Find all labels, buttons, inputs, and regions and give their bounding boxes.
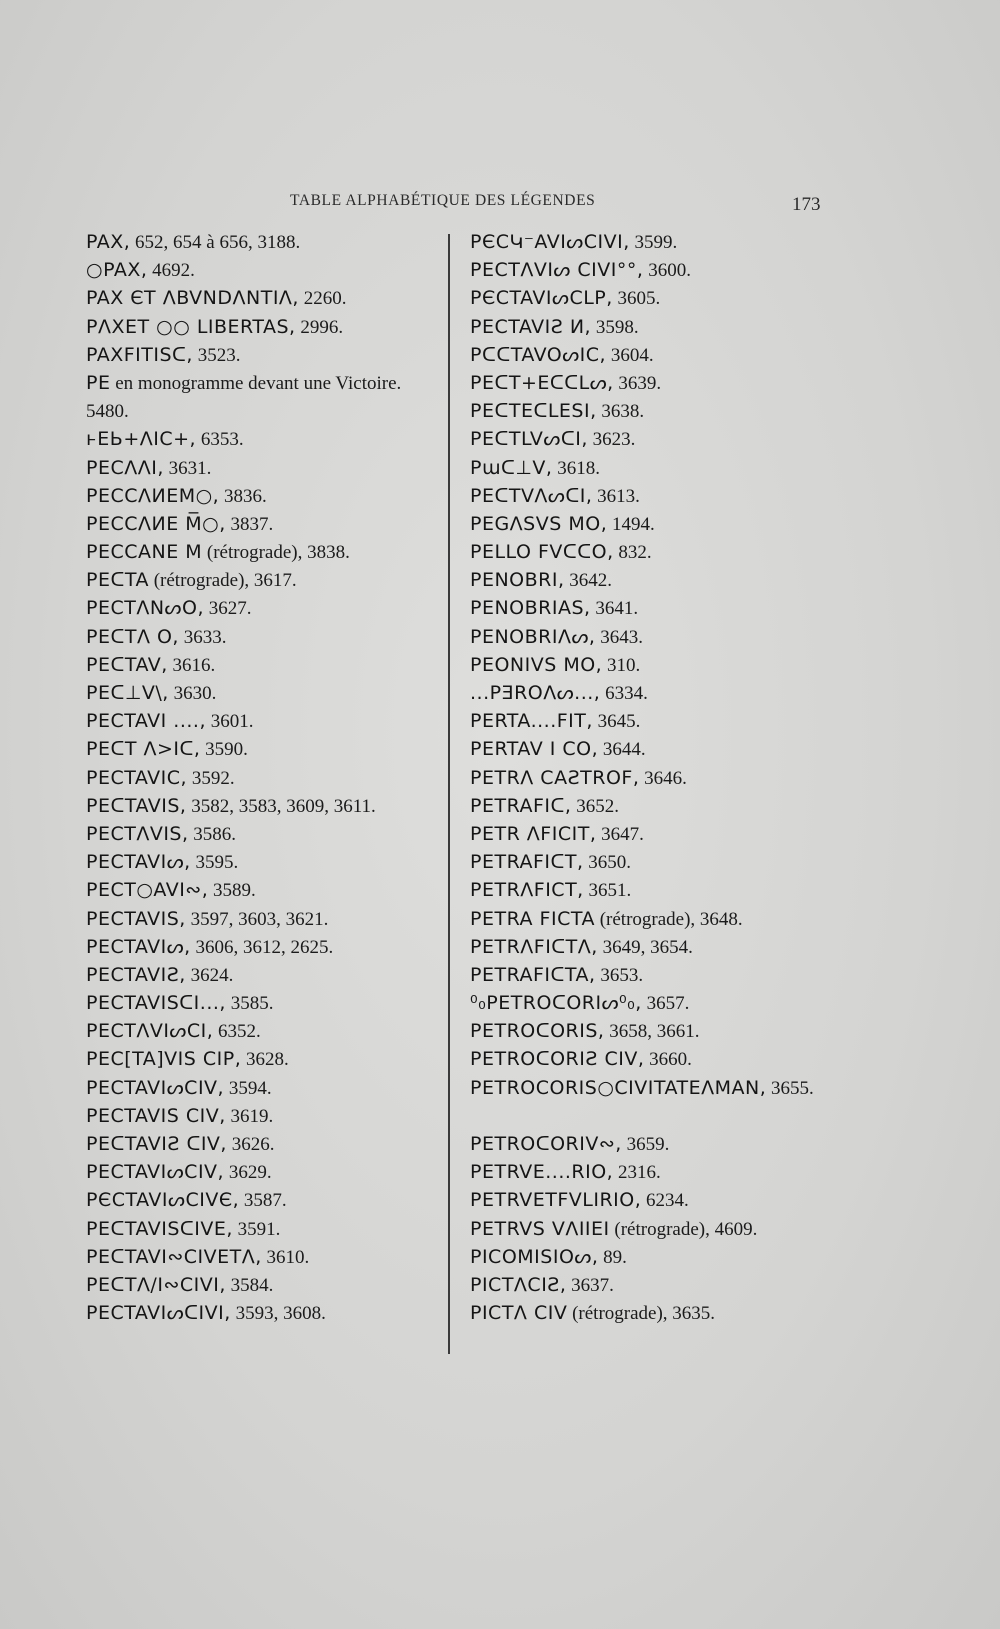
entry-legend: PETRΛFIᑕTΛ, [470, 935, 598, 958]
index-entry [86, 876, 446, 904]
index-entry [86, 594, 446, 622]
entry-legend: PECTAVIS, [86, 907, 186, 930]
index-entry [470, 651, 870, 679]
entry-legend: PEᑕTAVISᑕIVE, [86, 1217, 233, 1240]
index-entry [470, 397, 870, 425]
entry-legend: PELLO FVᑕᑕO, [470, 541, 614, 564]
index-entry [86, 848, 446, 876]
index-entry [86, 454, 446, 482]
entry-references: 6352. [213, 1021, 261, 1043]
index-entry [470, 764, 870, 792]
index-entry [470, 961, 870, 989]
index-entry [470, 1186, 870, 1214]
index-entry [86, 256, 446, 284]
entry-references: 3605. [612, 288, 661, 310]
entry-legend: PEONIVS MO, [470, 653, 603, 676]
index-entry [86, 707, 446, 735]
entry-references: 3586. [188, 823, 237, 845]
entry-legend: PEᑕT Λ>Iᑕ, [86, 738, 201, 761]
entry-legend: Pɯᑕ⊥V, [470, 456, 553, 479]
entry-references: 3837. [225, 513, 274, 535]
entry-legend: PEᑕTVΛᔕᑕI, [470, 484, 593, 507]
index-entry [86, 1299, 446, 1327]
entry-legend: PETRAFIᑕT, [470, 851, 584, 874]
index-entry [470, 707, 870, 735]
index-entry [470, 566, 870, 594]
index-entry [86, 1271, 446, 1299]
index-entry [470, 1243, 870, 1271]
index-entry [86, 1074, 446, 1102]
entry-legend: PETROᑕORIV∾, [470, 1133, 622, 1156]
index-entry [86, 961, 446, 989]
entry-legend: PECTAVIᔕ, [86, 935, 191, 958]
entry-references: 3594. [224, 1077, 272, 1099]
entry-legend: PEᑕT+EᑕᑕLᔕ, [470, 371, 614, 394]
index-entry [470, 679, 870, 707]
entry-references: 3606, 3612, 2625. [190, 936, 334, 958]
entry-references: 3643. [595, 626, 643, 648]
index-entry [470, 369, 870, 397]
entry-legend: ⱶEЬ+ΛIC+, [86, 428, 197, 451]
entry-references: 3618. [552, 457, 600, 479]
left-column [86, 228, 446, 1327]
entry-legend: PAXFITISᑕ, [86, 343, 193, 366]
index-entry [86, 989, 446, 1017]
entry-legend: PETRΛFICT, [470, 879, 584, 902]
entry-references: 6334. [600, 683, 648, 704]
entry-references: 3645. [592, 711, 641, 733]
index-entry [86, 735, 446, 763]
entry-references: 3659. [621, 1134, 670, 1156]
entry-legend: PECTΛVIS, [86, 822, 189, 845]
index-entry [86, 482, 446, 510]
entry-legend: PΛXET ○○ LIBERTAS, [86, 315, 296, 338]
index-entry [86, 1186, 446, 1214]
entry-legend: PAX ЄT ΛBVNDΛNTIΛ, [86, 287, 299, 310]
entry-legend: PECT○AVI∾, [86, 879, 209, 902]
entry-references: 3619. [225, 1105, 274, 1127]
entry-references: 3592. [187, 767, 235, 789]
index-entry [470, 594, 870, 622]
entry-references: 3644. [598, 739, 646, 761]
entry-legend: PЄCTAVIᔕCIVЄ, [86, 1189, 240, 1212]
entry-legend: ⁰₀PETROᑕORIᔕ⁰₀, [470, 992, 642, 1015]
index-entry [470, 792, 870, 820]
entry-references: 3613. [592, 485, 640, 507]
index-entry [86, 538, 446, 566]
entry-legend: PEᑕTLVᔕᑕI, [470, 428, 588, 451]
entry-legend: PERTA....FIT, [470, 710, 593, 733]
entry-references: 3587. [239, 1190, 287, 1212]
entry-references: 3591. [232, 1218, 281, 1240]
index-entry [470, 1215, 870, 1243]
index-entry [86, 679, 446, 707]
entry-references: 3593, 3608. [230, 1303, 326, 1325]
entry-legend: ...PƎROΛᔕ..., [470, 682, 601, 704]
index-entry [470, 1130, 870, 1158]
index-entry [470, 425, 870, 453]
index-entry [470, 256, 870, 284]
entry-legend: PETROᑕORIS, [470, 1020, 605, 1043]
index-entry [470, 228, 870, 256]
entry-references: 3637. [566, 1274, 614, 1296]
entry-references: (rétrograde), 3635. [567, 1303, 716, 1325]
entry-references: 2316. [613, 1162, 661, 1184]
entry-references: 3590. [200, 739, 248, 761]
entry-legend: PAX, [86, 231, 131, 253]
entry-references: (rétrograde), 3648. [594, 908, 743, 930]
entry-references: 3653. [595, 964, 644, 986]
entry-references: 310. [602, 654, 641, 676]
entry-references: 3836. [219, 485, 267, 507]
entry-references: 6234. [641, 1190, 689, 1212]
entry-legend: PECTΛNᔕO, [86, 597, 204, 620]
entry-references: 3629. [224, 1162, 272, 1184]
entry-legend: PEC[TA]VIS CIP, [86, 1048, 242, 1071]
entry-legend: PETRVETFVLIRIO, [470, 1189, 642, 1212]
entry-legend: PEGΛSVS MO, [470, 512, 608, 535]
index-entry [470, 1299, 870, 1327]
entry-legend: PETRAFIᑕTA, [470, 963, 596, 986]
entry-references: 1494. [607, 513, 655, 535]
index-entry [86, 820, 446, 848]
entry-legend: PECTAVIᔕCIV, [86, 1161, 225, 1184]
entry-references: 2260. [298, 288, 347, 310]
entry-references: 3631. [163, 457, 212, 479]
entry-references: 3598. [591, 316, 639, 338]
entry-legend: PETROCORIS○CIVITATEΛMAN, [470, 1076, 767, 1099]
entry-references: 3601. [205, 711, 254, 733]
entry-legend: PECCΛИEM○, [86, 484, 220, 507]
right-column [470, 228, 870, 1327]
index-entry [470, 989, 870, 1017]
entry-references: 3655. [766, 1077, 814, 1099]
entry-references: 3627. [203, 598, 252, 620]
entry-legend: PEᑕTAVIƧ ᑕIV, [86, 1133, 227, 1156]
entry-references: 3595. [190, 852, 239, 874]
entry-legend: PETRAFIᑕ, [470, 794, 572, 817]
entry-legend: PECCΛИE M̅○, [86, 512, 226, 535]
page-number: 173 [792, 194, 821, 215]
index-entry [86, 228, 446, 256]
entry-legend: PEᑕTAVI∾CIVETΛ, [86, 1245, 262, 1268]
entry-references: (rétrograde), 4609. [609, 1218, 758, 1240]
entry-references: 3647. [596, 823, 644, 845]
index-entry [86, 425, 446, 453]
entry-legend: PECTAVIᔕ, [86, 851, 191, 874]
index-entry [86, 623, 446, 651]
entry-legend: PETR ΛFICIT, [470, 822, 597, 845]
index-entry [86, 764, 446, 792]
entry-legend: PEᑕTΛ O, [86, 625, 179, 648]
index-entry [86, 1017, 446, 1045]
entry-references: 3652. [571, 795, 619, 817]
entry-references: en monogramme devant une Victoire. 5480. [86, 372, 402, 423]
entry-legend: PEᑕTAV, [86, 653, 168, 676]
index-entry [86, 284, 446, 312]
index-entry [470, 284, 870, 312]
entry-legend: PE [86, 371, 111, 394]
entry-legend: PETRΛ CAƧTROF, [470, 766, 640, 789]
index-entry [470, 1271, 870, 1299]
index-entry [86, 933, 446, 961]
entry-references: 3585. [225, 993, 274, 1015]
entry-references: 3523. [192, 344, 241, 366]
entry-legend: PETRA FICTA [470, 907, 595, 930]
index-entry [470, 623, 870, 651]
running-title: TABLE ALPHABÉTIQUE DES LÉGENDES [290, 192, 596, 209]
entry-references: 3582, 3583, 3609, 3611. [186, 795, 376, 817]
index-entry [470, 313, 870, 341]
entry-references: 3589. [208, 880, 256, 902]
entry-references: 3599. [629, 232, 678, 253]
index-entry [86, 792, 446, 820]
index-entry [470, 876, 870, 904]
entry-references: 3649, 3654. [597, 936, 693, 958]
entry-legend: PECTAVISᑕI..., [86, 992, 226, 1015]
column-divider [448, 234, 450, 1354]
entry-references: 3616. [167, 654, 216, 676]
index-entry [86, 313, 446, 341]
entry-legend: PECCANE M [86, 541, 203, 564]
entry-references: 89. [598, 1246, 627, 1268]
index-entry [86, 1130, 446, 1158]
entry-legend: PERTAV I CO, [470, 738, 599, 761]
index-entry [470, 454, 870, 482]
index-entry [470, 482, 870, 510]
index-entry [86, 1102, 446, 1130]
entry-references: 3630. [168, 683, 217, 705]
entry-references: 3624. [185, 964, 234, 986]
entry-references: (rétrograde), 3617. [148, 570, 297, 592]
entry-legend: PECTAVI ...., [86, 710, 206, 733]
index-entry [470, 820, 870, 848]
entry-legend: PECTΛVIᔕ CIVI°°, [470, 259, 644, 282]
index-entry [86, 1215, 446, 1243]
index-entry [86, 651, 446, 679]
index-entry [86, 341, 446, 369]
entry-references: 3639. [613, 372, 662, 394]
index-entry [470, 1017, 870, 1045]
entry-legend: PETRVE....RIO, [470, 1161, 614, 1184]
entry-references: 2996. [295, 316, 344, 338]
entry-references: 3660. [644, 1049, 692, 1071]
index-entry [470, 510, 870, 538]
entry-legend: PEᑕTΛ/I∾CIVI, [86, 1273, 226, 1296]
entry-legend: PECTΛVIᔕCI, [86, 1020, 214, 1043]
entry-legend: PETRVS VΛIIEI [470, 1217, 610, 1240]
entry-references: 3638. [596, 401, 645, 423]
entry-legend: ○PAX, [86, 259, 148, 282]
index-entry [470, 933, 870, 961]
entry-legend: PEᑕ⊥V\, [86, 682, 169, 705]
entry-references: 3651. [583, 880, 632, 902]
entry-legend: PECΛΛI, [86, 456, 164, 479]
entry-legend: PECTAVIᔕᑕIVI, [86, 1302, 231, 1325]
entry-references: 3633. [178, 626, 227, 648]
entry-legend: PЄCTAVIᔕCLP, [470, 287, 613, 310]
entry-references: 3658, 3661. [604, 1021, 700, 1043]
index-entry [470, 848, 870, 876]
index-entry [86, 369, 446, 425]
entry-references: 3600. [643, 260, 691, 282]
entry-references: 3597, 3603, 3621. [185, 908, 329, 930]
entry-references: 4692. [147, 260, 195, 282]
entry-legend: PENOBRIAS, [470, 597, 591, 620]
entry-references: 6353. [196, 429, 244, 451]
index-entry [470, 341, 870, 369]
index-entry [86, 1243, 446, 1271]
entry-references: 3623. [587, 429, 636, 451]
entry-legend: PЄCԿ⁻AVIᔕCIVI, [470, 231, 630, 253]
index-entry [470, 1045, 870, 1073]
entry-legend: PENOBRIΛᔕ, [470, 625, 596, 648]
entry-legend: PECTAVIS CIV, [86, 1104, 226, 1127]
entry-references: 3626. [226, 1134, 275, 1156]
index-entry [470, 538, 870, 566]
index-entry [86, 1158, 446, 1186]
entry-legend: PECTAVIƧ И, [470, 315, 592, 338]
entry-references: 3650. [583, 852, 632, 874]
entry-legend: PENOBRI, [470, 569, 565, 592]
entry-references: 3628. [241, 1049, 289, 1071]
entry-legend: PEᑕTAVIS, [86, 794, 187, 817]
index-entry [470, 1158, 870, 1186]
entry-references: 3646. [639, 767, 687, 789]
index-entry [86, 905, 446, 933]
index-entry [470, 735, 870, 763]
index-entry [86, 510, 446, 538]
entry-legend: PICOMISIOᔕ, [470, 1245, 599, 1268]
entry-references: 652, 654 à 656, 3188. [130, 232, 301, 253]
entry-references: 3641. [590, 598, 639, 620]
entry-legend: PEᑕTEᑕLESI, [470, 400, 597, 423]
entry-legend: PETROᑕORIƧ CIV, [470, 1048, 645, 1071]
index-entry [470, 1074, 870, 1130]
entry-references: 3610. [261, 1246, 310, 1268]
index-entry [470, 905, 870, 933]
index-entry [86, 566, 446, 594]
index-entry [86, 1045, 446, 1073]
entry-legend: PECTAVIᔕCIV, [86, 1076, 225, 1099]
entry-legend: PICTΛ CIV [470, 1302, 568, 1325]
entry-references: 3604. [606, 344, 654, 366]
entry-legend: PECTAVIC, [86, 766, 188, 789]
entry-references: 3584. [225, 1274, 274, 1296]
entry-references: 3642. [564, 570, 613, 592]
entry-legend: PECTAVIƧ, [86, 963, 186, 986]
entry-references: 832. [613, 542, 652, 564]
entry-references: (rétrograde), 3838. [202, 542, 350, 564]
entry-references: 3657. [641, 993, 690, 1015]
entry-legend: PᑕᑕTAVOᔕIC, [470, 343, 607, 366]
entry-legend: PICTΛCIƧ, [470, 1273, 567, 1296]
entry-legend: PEᑕTA [86, 569, 149, 592]
